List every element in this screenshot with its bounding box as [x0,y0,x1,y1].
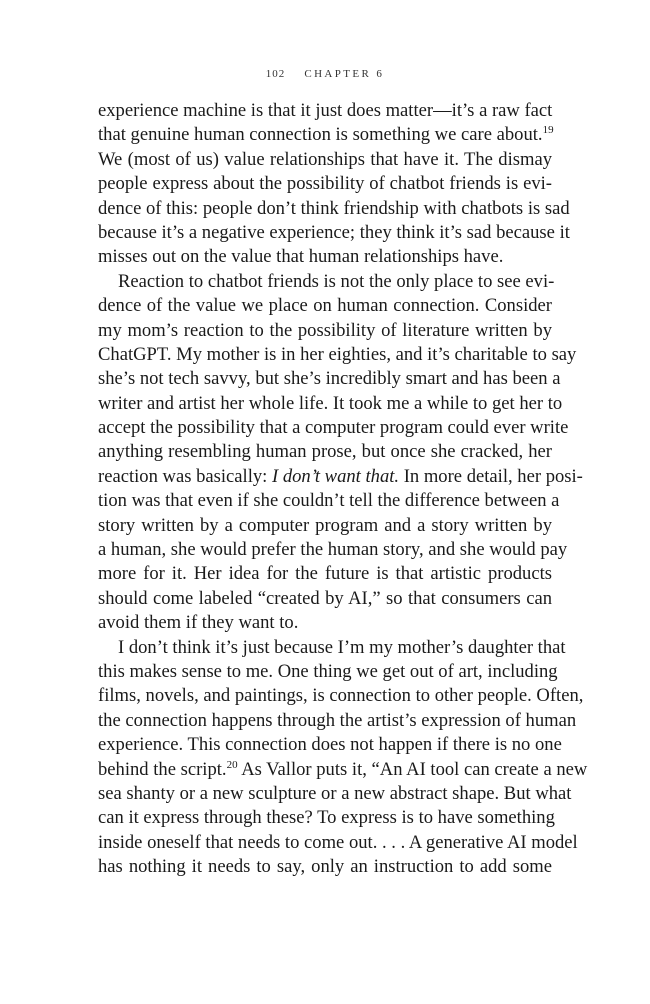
text-line: accept the possibility that a computer program could ever write [98,417,569,439]
text-line: experience machine is that it just does matter—it’s a raw fact [98,100,553,121]
text-line: she’s not tech savvy, but she’s incredibly smart and has been a [98,368,561,390]
text-line: dence of the value we place on human connection. Consider [98,295,552,317]
text-line: a human, she would prefer the human story, and she would pay [98,539,568,561]
paragraph-end-line: misses out on the value that human relationships have. [98,246,504,268]
text-line: has nothing it needs to say, only an instruction to add some [98,856,552,878]
text-line: story written by a computer program and a story written by [98,514,552,536]
text-line: dence of this: people don’t think friendship with chatbots is sad [98,197,570,219]
paragraph-start-line: Reaction to chatbot friends is not the only place to see evi- [118,270,555,292]
running-head [0,68,650,80]
text-line: because it’s a negative experience; they think it’s sad because it [98,221,570,243]
text-line: people express about the possibility of chatbot friends is evi- [98,173,552,195]
text-line: that genuine human connection is something we care about.$^{19}$ [98,124,554,146]
text-line: sea shanty or a new sculpture or a new abstract shape. But what [98,782,572,804]
text-line: experience. This connection does not happen if there is no one [98,734,562,756]
text-line: can it express through these? To express is to have something [98,807,555,829]
text-line: my mom’s reaction to the possibility of literature written by [98,319,552,341]
page-number: 102 [265,68,286,80]
text-line: inside oneself that needs to come out. . . . A generative AI model [98,831,578,853]
text-line: the connection happens through the artist’s expression of human [98,709,577,731]
text-line: anything resembling human prose, but once she cracked, her [98,441,552,463]
chapter-title: CHAPTER 6 [304,68,385,80]
paragraph-start-line: I don’t think it’s just because I’m my mother’s daughter that [118,636,566,658]
body-text [98,99,588,880]
text-line: behind the script.$^{20}$ As Vallor puts it, “An AI tool can create a new [98,758,588,780]
text-line: should come labeled “created by AI,” so that consumers can [98,587,552,609]
text-line: We (most of us) value relationships that have it. The dismay [98,148,552,170]
text-line: this makes sense to me. One thing we get out of art, including [98,660,558,682]
text-line: films, novels, and paintings, is connection to other people. Often, [98,685,584,707]
text-line: tion was that even if she couldn’t tell the difference between a [98,490,560,512]
italic-quote: I don’t want that. [272,465,400,487]
text-line: writer and artist her whole life. It took me a while to get her to [98,392,563,414]
paragraph-end-line: avoid them if they want to. [98,612,299,634]
text-line: reaction was basically: I don’t want that. In more detail, her posi- [98,465,583,487]
footnote-marker[interactable]: 19 [542,124,554,137]
footnote-marker[interactable]: 20 [226,758,238,771]
text-line: ChatGPT. My mother is in her eighties, and it’s charitable to say [98,343,577,365]
text-line: more for it. Her idea for the future is that artistic products [98,563,552,585]
